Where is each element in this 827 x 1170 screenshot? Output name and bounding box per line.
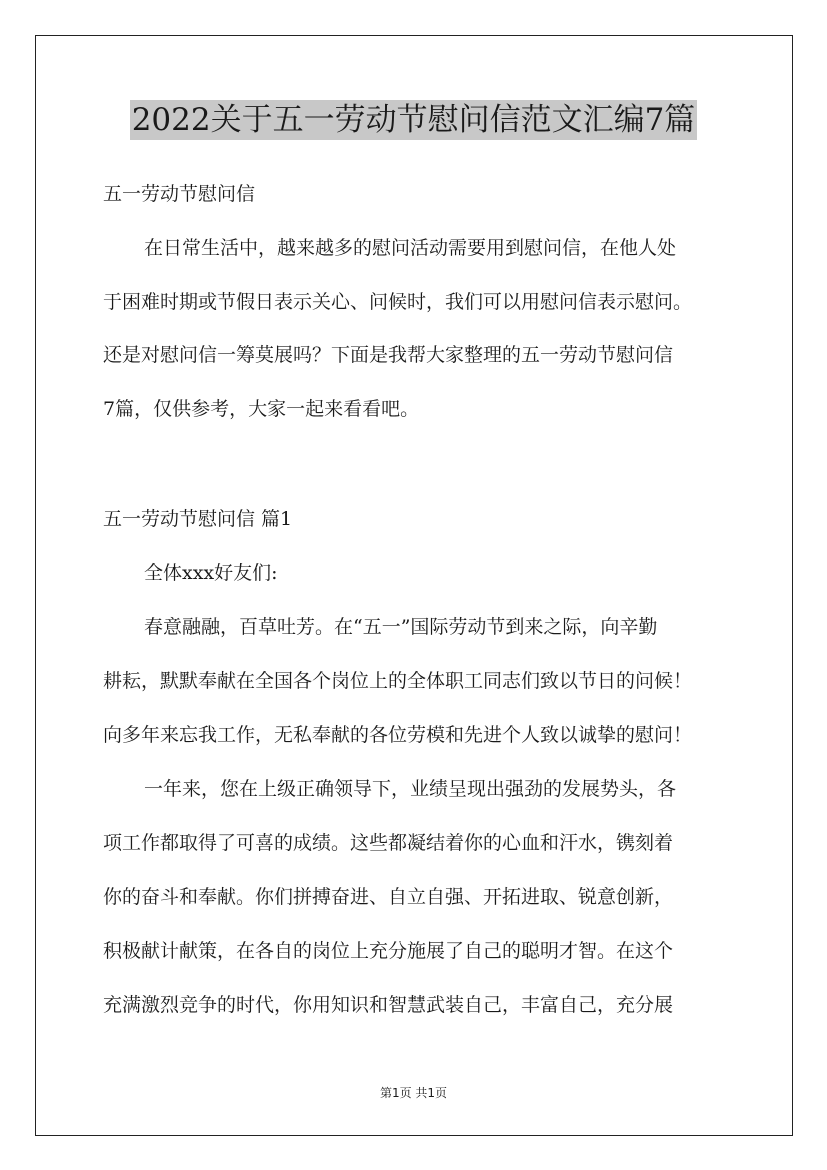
para1-line-1: 春意融融，百草吐芳。在“五一”国际劳动节到来之际，向辛勤: [144, 616, 658, 638]
title-container: [0, 100, 827, 140]
document-title: 2022关于五一劳动节慰问信范文汇编7篇: [131, 102, 696, 138]
para2-line-1: 一年来，您在上级正确领导下，业绩呈现出强劲的发展势头，各: [144, 778, 677, 800]
para2-line-3: 你的奋斗和奉献。你们拼搏奋进、自立自强、开拓进取、锐意创新，: [103, 886, 674, 908]
intro-line-2: 于困难时期或节假日表示关心、问候时，我们可以用慰问信表示慰问。: [103, 291, 693, 313]
para2-line-4: 积极献计献策，在各自的岗位上充分施展了自己的聪明才智。在这个: [103, 940, 674, 962]
intro-line-1: 在日常生活中，越来越多的慰问活动需要用到慰问信，在他人处: [144, 237, 677, 259]
page-number-footer: 第1页 共1页: [379, 1086, 448, 1100]
para1-line-3: 向多年来忘我工作，无私奉献的各位劳模和先进个人致以诚挚的慰问！: [103, 724, 693, 746]
para2-line-5: 充满激烈竞争的时代，你用知识和智慧武装自己，丰富自己，充分展: [103, 994, 674, 1016]
section-heading: 五一劳动节慰问信 篇1: [103, 508, 293, 530]
salutation: 全体xxx好友们:: [144, 562, 278, 584]
para2-line-2: 项工作都取得了可喜的成绩。这些都凝结着你的心血和汗水，镌刻着: [103, 832, 674, 854]
intro-heading: 五一劳动节慰问信: [103, 183, 256, 205]
intro-line-4: 7篇，仅供参考，大家一起来看看吧。: [103, 398, 420, 420]
para1-line-2: 耕耘，默默奉献在全国各个岗位上的全体职工同志们致以节日的问候！: [103, 670, 693, 692]
intro-line-3: 还是对慰问信一筹莫展吗？下面是我帮大家整理的五一劳动节慰问信: [103, 344, 674, 366]
